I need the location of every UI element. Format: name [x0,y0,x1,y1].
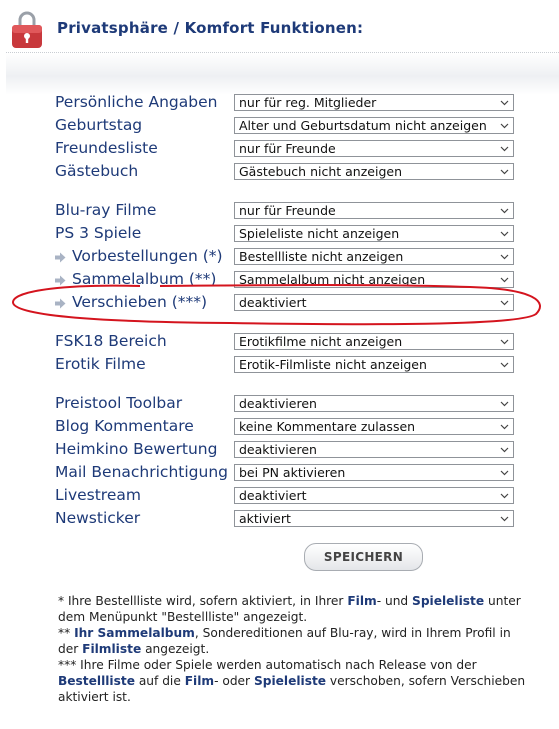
spieleliste-link[interactable]: Spieleliste [412,594,485,608]
spieleliste-link[interactable]: Spieleliste [253,674,327,688]
setting-row-geburtstag [0,116,559,137]
preistool-toolbar-select[interactable] [234,395,514,412]
select-value: deaktiviert [239,488,307,503]
select-value: Alter und Geburtsdatum nicht anzeigen [239,118,487,133]
setting-row-ps3-spiele [0,224,559,245]
sammelalbum-select[interactable] [234,271,514,288]
setting-label: Freundesliste [55,139,158,157]
arrow-right-icon [55,298,66,309]
chevron-down-icon [500,468,509,477]
freundesliste-select[interactable] [234,140,514,157]
fsk18-select[interactable] [234,333,514,350]
sammelalbum-link[interactable]: Ihr Sammelalbum [74,626,195,640]
setting-label: Sammelalbum (**) [72,270,217,288]
note-text: unter dem Menüpunkt "Bestellliste" angezeigt. [58,594,521,624]
note-text: - oder [214,674,254,688]
note-text: * Ihre Bestellliste wird, sofern aktiviert, in Ihrer [58,594,348,608]
blog-kommentare-select[interactable] [234,418,514,435]
chevron-down-icon [500,399,509,408]
setting-row-mail-benachrichtigung [0,463,559,484]
select-value: Spieleliste nicht anzeigen [239,226,400,241]
chevron-down-icon [500,491,509,500]
chevron-down-icon [500,167,509,176]
select-value: Sammelalbum nicht anzeigen [239,272,426,287]
note-text: ** [58,626,75,640]
select-value: nur für Freunde [239,203,336,218]
chevron-down-icon [500,206,509,215]
setting-row-freundesliste [0,139,559,160]
bluray-filme-select[interactable] [234,202,514,219]
setting-row-heimkino-bewertung [0,440,559,461]
chevron-down-icon [500,445,509,454]
setting-row-vorbestellungen [0,247,559,268]
setting-label: Persönliche Angaben [55,93,218,111]
film-link[interactable]: Film [184,674,215,688]
setting-label: Blu-ray Filme [55,201,157,219]
setting-row-persoenliche-angaben [0,93,559,114]
setting-row-sammelalbum [0,270,559,291]
footnote-1 [58,593,528,625]
filmliste-link[interactable]: Filmliste [82,642,142,656]
chevron-down-icon [500,298,509,307]
setting-row-blog-kommentare [0,417,559,438]
select-value: Bestellliste nicht anzeigen [239,249,404,264]
lock-icon [8,8,46,50]
setting-label: Erotik Filme [55,355,146,373]
footnote-2 [58,625,528,657]
chevron-down-icon [500,121,509,130]
setting-label: Mail Benachrichtigung [55,463,228,481]
select-value: Erotik-Filmliste nicht anzeigen [239,357,427,372]
setting-label: Gästebuch [55,162,139,180]
note-text: , Sondereditionen auf Blu-ray, wird in Ihrem Profil in der [58,626,511,656]
setting-row-preistool-toolbar [0,394,559,415]
setting-label: Newsticker [55,509,141,527]
note-text: verschoben, sofern Verschieben aktiviert ist. [58,674,526,704]
setting-row-fsk18 [0,332,559,353]
setting-row-erotik-filme [0,355,559,376]
select-value: Erotikfilme nicht anzeigen [239,334,403,349]
setting-label: Vorbestellungen (*) [72,247,223,265]
select-value: bei PN aktivieren [239,465,346,480]
gaestebuch-select[interactable] [234,163,514,180]
note-text: auf die [134,674,185,688]
header-divider [6,52,559,95]
setting-row-gaestebuch [0,162,559,183]
chevron-down-icon [500,98,509,107]
select-value: deaktiviert [239,295,307,310]
arrow-right-icon [55,252,66,263]
mail-benachrichtigung-select[interactable] [234,464,514,481]
setting-row-livestream [0,486,559,507]
setting-row-bluray-filme [0,201,559,222]
chevron-down-icon [500,144,509,153]
chevron-down-icon [500,514,509,523]
setting-label: Blog Kommentare [55,417,194,435]
setting-label: Verschieben (***) [72,293,208,311]
chevron-down-icon [500,275,509,284]
setting-label: Heimkino Bewertung [55,440,218,458]
verschieben-select[interactable] [234,294,514,311]
setting-row-verschieben [0,293,559,314]
chevron-down-icon [500,252,509,261]
note-text: *** Ihre Filme oder Spiele werden automatisch nach Release von der [58,658,477,672]
geburtstag-select[interactable] [234,117,514,134]
heimkino-bewertung-select[interactable] [234,441,514,458]
select-value: deaktivieren [239,442,317,457]
newsticker-select[interactable] [234,510,514,527]
select-value: aktiviert [239,511,291,526]
footnote-3 [58,657,528,705]
chevron-down-icon [500,360,509,369]
select-value: keine Kommentare zulassen [239,419,416,434]
chevron-down-icon [500,229,509,238]
header [0,0,559,60]
select-value: Gästebuch nicht anzeigen [239,164,402,179]
persoenliche-angaben-select[interactable] [234,94,514,111]
setting-label: Preistool Toolbar [55,394,183,412]
setting-row-newsticker [0,509,559,530]
arrow-right-icon [55,275,66,286]
note-text: angezeigt. [141,642,210,656]
save-button[interactable]: SPEICHERN [304,543,423,571]
setting-label: Geburtstag [55,116,143,134]
erotik-filme-select[interactable] [234,356,514,373]
chevron-down-icon [500,337,509,346]
ps3-spiele-select[interactable] [234,225,514,242]
select-value: nur für reg. Mitglieder [239,95,377,110]
note-text: - und [376,594,413,608]
setting-label: PS 3 Spiele [55,224,142,242]
footnotes [58,593,528,705]
chevron-down-icon [500,422,509,431]
select-value: nur für Freunde [239,141,336,156]
select-value: deaktivieren [239,396,317,411]
vorbestellungen-select[interactable] [234,248,514,265]
page-title: Privatsphäre / Komfort Funktionen: [57,19,364,37]
film-link[interactable]: Film [347,594,377,608]
bestellliste-link[interactable]: Bestellliste [58,674,135,688]
livestream-select[interactable] [234,487,514,504]
setting-label: FSK18 Bereich [55,332,167,350]
setting-label: Livestream [55,486,141,504]
